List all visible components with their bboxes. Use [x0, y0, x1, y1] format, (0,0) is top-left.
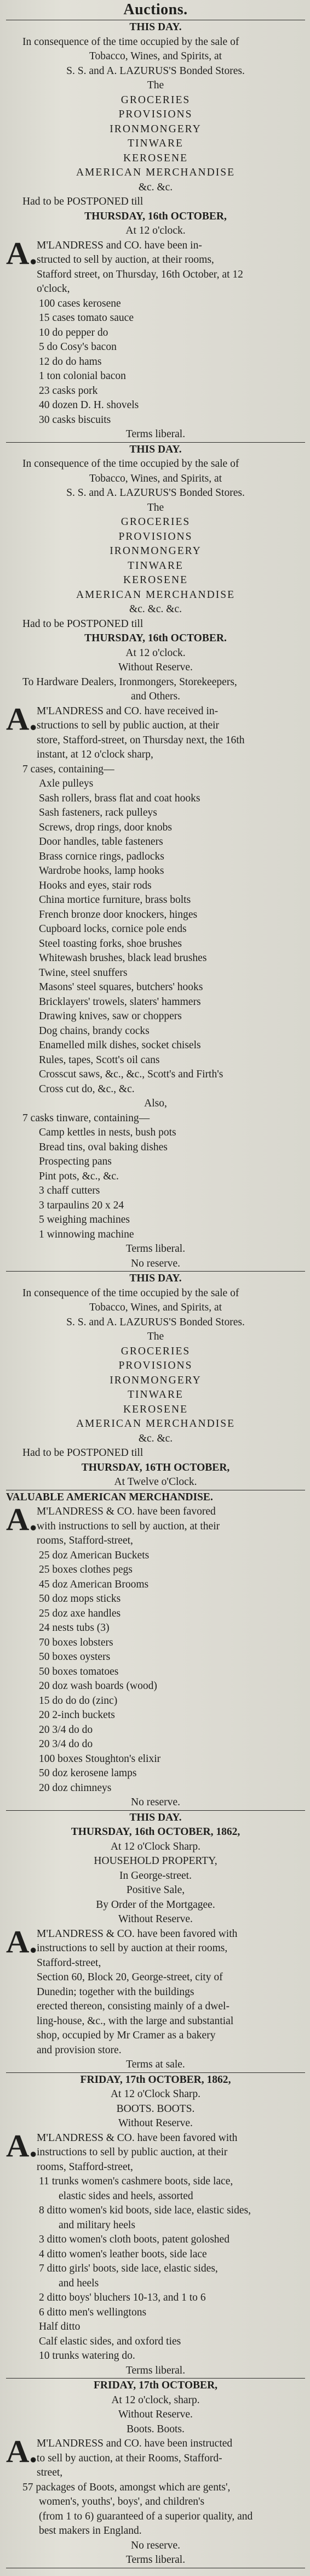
ad-line: shop, occupied by Mr Cramer as a bakery: [37, 2030, 216, 2041]
ad-line: THURSDAY, 16TH OCTOBER,: [81, 1461, 230, 1473]
ad-line: 7 cases, containing—: [22, 763, 114, 775]
drop-cap-paragraph: [6, 1501, 305, 1549]
drop-cap: A.: [6, 1501, 38, 1537]
ad-line: Hooks and eyes, stair rods: [39, 879, 152, 891]
ad-line: S. S. and A. LAZURUS'S Bonded Stores.: [66, 1316, 245, 1328]
ad-line: PROVISIONS: [118, 530, 193, 543]
ad-line: 50 boxes tomatoes: [39, 1665, 119, 1677]
ad-line: Bread tins, oval baking dishes: [39, 1141, 168, 1153]
ad-line: PROVISIONS: [118, 109, 193, 120]
ad-line: M'LANDRESS & CO. have been favored with: [37, 2132, 238, 2144]
ad-line: M'LANDRESS & CO. have been favored: [37, 1506, 216, 1517]
ad-line: BOOTS. BOOTS.: [116, 2103, 195, 2115]
ad-line: 20 doz wash boards (wood): [39, 1680, 157, 1692]
ad-line: S. S. and A. LAZURUS'S Bonded Stores.: [66, 65, 245, 77]
ad-line: At 12 o'Clock Sharp.: [110, 2088, 201, 2100]
ad-line: GROCERIES: [120, 516, 191, 528]
ad-line: TINWARE: [128, 560, 183, 572]
ad-line: 23 casks pork: [39, 385, 98, 397]
ad-line: 3 tarpaulins 20 x 24: [39, 1199, 124, 1211]
ad-line: structed to sell by auction, at their rooms,: [37, 254, 214, 265]
ad-line: In consequence of the time occupied by the sale of: [22, 458, 239, 470]
ad-line: 40 dozen D. H. shovels: [39, 399, 139, 411]
ad-line: street,: [37, 2467, 63, 2478]
ad-line: Without Reserve.: [118, 662, 193, 673]
drop-cap-text: [37, 2131, 305, 2175]
ad-line: THIS DAY.: [129, 1811, 182, 1823]
ad-line: Steel toasting forks, shoe brushes: [39, 937, 182, 950]
drop-cap: A.: [6, 2433, 38, 2469]
ad-line: ling-house, &c., with the large and substantial: [37, 2015, 234, 2027]
ad-line: and Others.: [130, 691, 181, 702]
ad-line: Dunedin; together with the buildings: [37, 1986, 194, 1998]
ad-line: Pint pots, &c., &c.: [39, 1170, 119, 1182]
ad-line: The: [147, 80, 164, 91]
drop-cap: A.: [6, 1923, 38, 1959]
ad-line: In George-street.: [119, 1869, 192, 1882]
advertisement-ad1: [6, 20, 305, 442]
ad-line: (from 1 to 6) guaranteed of a superior quality, and: [39, 2510, 253, 2522]
ad-line: Masons' steel squares, butchers' hooks: [39, 981, 203, 993]
drop-cap-paragraph: [6, 701, 305, 762]
ad-line: IRONMONGERY: [110, 1374, 202, 1386]
ad-line: Drawing knives, saw or choppers: [39, 1010, 182, 1022]
ad-line: 7 casks tinware, containing—: [22, 1112, 150, 1124]
ad-line: Had to be POSTPONED till: [22, 196, 143, 207]
ad-line: Terms liberal.: [125, 2554, 186, 2566]
ad-line: AMERICAN MERCHANDISE: [76, 167, 236, 178]
ad-line: instructions to sell by public auction, at their: [37, 2146, 228, 2158]
ad-line: and provision store.: [37, 2044, 122, 2056]
ad-line: Terms liberal.: [125, 1243, 186, 1255]
ad-line: Dog chains, brandy cocks: [39, 1025, 150, 1037]
ad-line: No reserve.: [130, 1797, 181, 1808]
ad-line: HOUSEHOLD PROPERTY,: [94, 1855, 217, 1867]
ad-line: 57 packages of Boots, amongst which are gents',: [22, 2481, 231, 2493]
ad-line: &c. &c.: [138, 1432, 173, 1444]
advertisement-ad7: [6, 2379, 305, 2568]
ad-line: Terms liberal.: [125, 428, 186, 440]
ad-line: THURSDAY, 16th OCTOBER,: [84, 210, 227, 222]
ad-line: &c. &c. &c.: [129, 603, 182, 615]
ad-line: 4 ditto women's leather boots, side lace: [39, 2248, 207, 2260]
ad-line: The: [147, 501, 164, 513]
ad-line: Stafford street, on Thursday, 16th October, at 12: [37, 268, 243, 280]
ad-line: 1 ton colonial bacon: [39, 370, 126, 382]
section-heading: Auctions.: [123, 1, 188, 18]
ad-line: 20 3/4 do do: [39, 1738, 93, 1750]
ad-line: rooms, Stafford-street,: [37, 2161, 133, 2173]
ad-line: In consequence of the time occupied by the sale of: [22, 36, 239, 48]
ad-line: 10 do pepper do: [39, 326, 108, 338]
ad-line: French bronze door knockers, hinges: [39, 908, 198, 920]
ad-line: with instructions to sell by auction, at their: [37, 1520, 220, 1532]
ad-line: 3 chaff cutters: [39, 1185, 100, 1196]
drop-cap-paragraph: [6, 1923, 305, 2058]
ad-line: 20 3/4 do do: [39, 1724, 93, 1736]
ad-line: At 12 o'clock.: [125, 647, 186, 659]
ad-line: Without Reserve.: [118, 1913, 193, 1925]
ad-line: 8 ditto women's kid boots, side lace, elastic sides,: [39, 2205, 251, 2216]
ad-line: Section 60, Block 20, George-street, city of: [37, 1971, 223, 1983]
ad-line: 25 boxes clothes pegs: [39, 1564, 133, 1575]
ad-line: THIS DAY.: [129, 443, 182, 455]
ad-line: instant, at 12 o'clock sharp,: [37, 749, 153, 760]
advertisement-ad4: [6, 1490, 305, 1810]
ad-line: Without Reserve.: [118, 2409, 193, 2420]
drop-cap-text: [37, 1927, 305, 2058]
ad-line: 100 boxes Stoughton's elixir: [39, 1753, 161, 1765]
ad-line: rooms, Stafford-street,: [37, 1535, 133, 1546]
ad-line: Boots. Boots.: [127, 2423, 185, 2435]
ad-line: Without Reserve.: [118, 2117, 193, 2129]
ad-line: Crosscut saws, &c., &c., Scott's and Firth's: [39, 1069, 223, 1080]
ad-line: store, Stafford-street, on Thursday next, the 16th: [37, 734, 245, 746]
ad-line: 50 doz mops sticks: [39, 1593, 121, 1605]
ad-line: Screws, drop rings, door knobs: [39, 821, 173, 833]
ad-line: 70 boxes lobsters: [39, 1636, 113, 1648]
ad-line: PROVISIONS: [118, 1360, 193, 1371]
ad-line: KEROSENE: [123, 152, 188, 164]
advertisement-ad5: [6, 1811, 305, 2072]
ad-line: At 12 o'clock, sharp.: [111, 2394, 200, 2406]
ad-line: M'LANDRESS & CO. have been favored with: [37, 1928, 238, 1940]
ad-line: AMERICAN MERCHANDISE: [76, 1418, 236, 1430]
ad-line: 25 doz axe handles: [39, 1607, 121, 1619]
ad-line: China mortice furniture, brass bolts: [39, 894, 191, 906]
ad-line: Half ditto: [39, 2321, 81, 2332]
ad-line: structions to sell by public auction, at their: [37, 720, 220, 731]
ad-line: 45 doz American Brooms: [39, 1578, 149, 1590]
ad-line: 3 ditto women's cloth boots, patent goloshed: [39, 2234, 229, 2245]
drop-cap: A.: [6, 235, 38, 271]
ad-line: Axle pulleys: [39, 778, 94, 789]
drop-cap-paragraph: [6, 2127, 305, 2175]
advertisement-ad3: [6, 1272, 305, 1490]
ad-line: Whitewash brushes, black lead brushes: [39, 952, 207, 964]
ad-line: 10 trunks watering do.: [39, 2350, 135, 2362]
drop-cap-text: [37, 2437, 305, 2481]
ad-line: Terms liberal.: [125, 2364, 186, 2376]
ad-line: IRONMONGERY: [110, 545, 202, 557]
ad-line: KEROSENE: [123, 1403, 188, 1415]
drop-cap-text: [37, 1505, 305, 1549]
ad-line: Terms at sale.: [126, 2059, 185, 2070]
ad-line: 2 ditto boys' bluchers 10-13, and 1 to 6: [39, 2292, 206, 2303]
advertisement-ad2: [6, 443, 305, 1272]
ad-line: IRONMONGERY: [110, 123, 202, 135]
ad-line: Had to be POSTPONED till: [22, 618, 143, 630]
drop-cap: A.: [6, 701, 38, 737]
ad-line: Tobacco, Wines, and Spirits, at: [89, 472, 222, 484]
ad-line: Cross cut do, &c., &c.: [39, 1083, 135, 1095]
drop-cap-paragraph: [6, 235, 305, 297]
ad-line: 15 cases tomato sauce: [39, 312, 134, 324]
ad-line: Enamelled milk dishes, socket chisels: [39, 1040, 201, 1051]
ad-line: FRIDAY, 17th OCTOBER,: [93, 2380, 218, 2391]
drop-cap-paragraph: [6, 2433, 305, 2481]
ad-line: and heels: [59, 2277, 99, 2289]
ad-line: S. S. and A. LAZURUS'S Bonded Stores.: [66, 487, 245, 499]
ad-line: Door handles, table fasteners: [39, 836, 163, 848]
ad-line: THURSDAY, 16th OCTOBER.: [84, 632, 227, 644]
ad-line: and military heels: [59, 2219, 135, 2231]
ad-line: Sash fasteners, rack pulleys: [39, 807, 157, 818]
ad-line: o'clock,: [37, 283, 70, 295]
ad-line: Bricklayers' trowels, slaters' hammers: [39, 996, 201, 1008]
drop-cap-text: [37, 239, 305, 297]
ad-line: 11 trunks women's cashmere boots, side lace,: [39, 2176, 233, 2187]
ad-line: Calf elastic sides, and oxford ties: [39, 2335, 181, 2347]
ad-line: By Order of the Mortgagee.: [96, 1899, 215, 1911]
ad-line: 5 do Cosy's bacon: [39, 341, 117, 353]
ad-line: At 12 o'Clock Sharp.: [110, 1840, 201, 1852]
ad-line: In consequence of the time occupied by the sale of: [22, 1287, 239, 1299]
ad-line: Camp kettles in nests, bush pots: [39, 1127, 176, 1138]
ad-line: At Twelve o'Clock.: [114, 1476, 197, 1488]
ad-line: 1 winnowing machine: [39, 1228, 134, 1240]
ad-line: Positive Sale,: [126, 1884, 185, 1896]
ad-line: Tobacco, Wines, and Spirits, at: [89, 50, 222, 62]
ad-line: elastic sides and heels, assorted: [59, 2190, 193, 2202]
drop-cap: A.: [6, 2127, 38, 2163]
ad-line: AMERICAN MERCHANDISE: [76, 589, 236, 601]
advertisement-ad6: [6, 2073, 305, 2379]
ad-line: to sell by auction, at their Rooms, Stafford-: [37, 2452, 222, 2464]
ad-line: Also,: [144, 1098, 167, 1109]
ad-line: Rules, tapes, Scott's oil cans: [39, 1054, 160, 1066]
ad-line: 20 2-inch buckets: [39, 1709, 115, 1721]
ad-line: GROCERIES: [120, 94, 191, 106]
ad-line: &c. &c.: [138, 181, 173, 193]
ad-line: No reserve.: [130, 2539, 181, 2551]
ad-line: Sash rollers, brass flat and coat hooks: [39, 792, 200, 804]
ad-line: M'LANDRESS and CO. have been instructed: [37, 2438, 233, 2449]
ad-line: 30 casks biscuits: [39, 414, 111, 426]
ad-line: GROCERIES: [120, 1345, 191, 1357]
ad-line: M'LANDRESS and CO. have been in-: [37, 239, 202, 251]
ad-line: 50 doz kerosene lamps: [39, 1767, 137, 1779]
ad-line: Wardrobe hooks, lamp hooks: [39, 865, 164, 877]
ad-line: M'LANDRESS and CO. have received in-: [37, 705, 219, 717]
ad-line: No reserve.: [130, 1257, 181, 1269]
ad-line: 12 do do hams: [39, 355, 102, 368]
ad-line: KEROSENE: [123, 574, 188, 586]
ad-line: THIS DAY.: [129, 21, 182, 33]
ad-line: FRIDAY, 17th OCTOBER, 1862,: [80, 2074, 231, 2086]
ad-line: women's, youths', boys', and children's: [39, 2496, 205, 2507]
ad-line: At 12 o'clock.: [125, 225, 186, 236]
ad-line: THURSDAY, 16th OCTOBER, 1862,: [71, 1826, 240, 1838]
ad-line: The: [147, 1331, 164, 1342]
ad-line: TINWARE: [128, 138, 183, 149]
ad-line: Twine, steel snuffers: [39, 967, 128, 979]
ad-line: Cupboard locks, cornice pole ends: [39, 923, 187, 935]
ad-line: 20 doz chimneys: [39, 1782, 112, 1794]
ad-line: erected thereon, consisting mainly of a dwel-: [37, 2001, 229, 2012]
ad-line: best makers in England.: [39, 2525, 142, 2537]
advertisements: [6, 20, 305, 2568]
ad-line: 15 do do do (zinc): [39, 1694, 118, 1707]
ad-line: Tobacco, Wines, and Spirits, at: [89, 1302, 222, 1313]
ad-line: To Hardware Dealers, Ironmongers, Storekeepers,: [22, 676, 237, 688]
ad-line: Prospecting pans: [39, 1156, 112, 1167]
ad-line: Stafford-street,: [37, 1957, 101, 1969]
ad-line: 100 cases kerosene: [39, 297, 121, 309]
ad-line: 6 ditto men's wellingtons: [39, 2306, 147, 2318]
ad-line: THIS DAY.: [129, 1273, 182, 1284]
ad-line: TINWARE: [128, 1389, 183, 1400]
ad-line: instructions to sell by auction at their rooms,: [37, 1942, 228, 1954]
ad-line: 5 weighing machines: [39, 1214, 130, 1225]
ad-line: 24 nests tubs (3): [39, 1622, 110, 1634]
ad-line: 7 ditto girls' boots, side lace, elastic sides,: [39, 2263, 218, 2274]
ad-line: 50 boxes oysters: [39, 1651, 111, 1663]
ad-line: Brass cornice rings, padlocks: [39, 850, 164, 862]
ad-line: VALUABLE AMERICAN MERCHANDISE.: [6, 1491, 213, 1503]
ad-line: Had to be POSTPONED till: [22, 1447, 143, 1459]
ad-line: 25 doz American Buckets: [39, 1549, 150, 1561]
drop-cap-text: [37, 704, 305, 762]
